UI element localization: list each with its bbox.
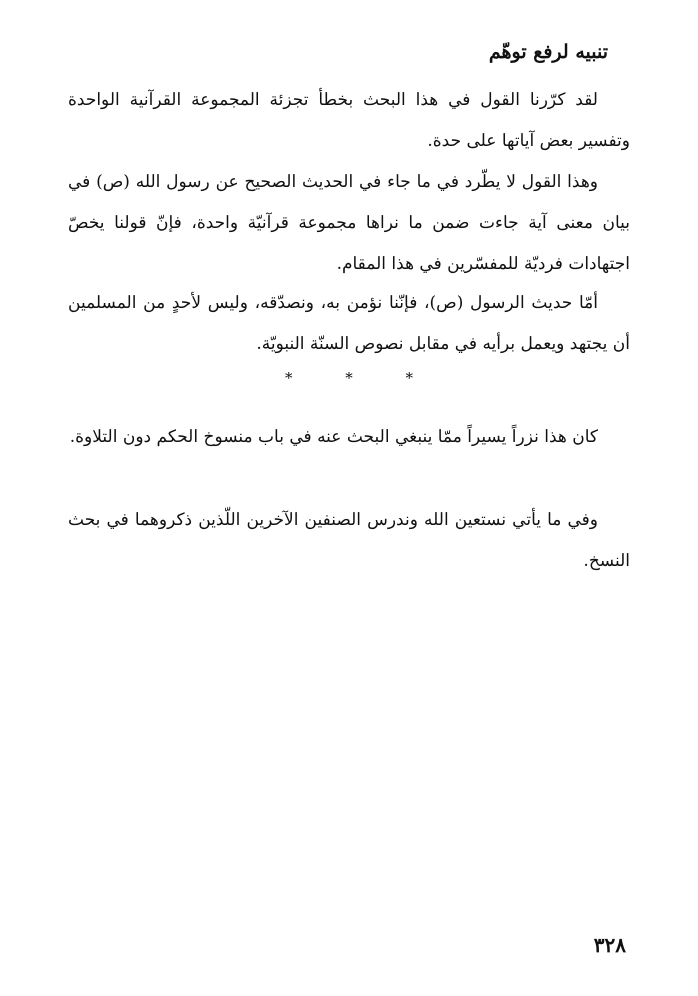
paragraph-3: أمّا حديث الرسول (ص)، فإنّنا نؤمن به، ونصدّقه، وليس لأحدٍ من المسلمين أن يجتهد ويعمل برأيه في مقابل نصوص السنّة النبويّة.	[68, 293, 630, 354]
section-heading: تنبيه لرفع توهّم	[488, 41, 608, 63]
separator-star: *	[345, 369, 353, 387]
paragraph-1: لقد كرّرنا القول في هذا البحث بخطأ تجزئة المجموعة القرآنية الواحدة وتفسير بعض آياتها على حدة.	[68, 90, 630, 151]
paragraph-5: وفي ما يأتي نستعين الله وندرس الصنفين الآخرين اللّذين ذكروهما في بحث النسخ.	[68, 510, 630, 571]
paragraph-2: وهذا القول لا يطّرد في ما جاء في الحديث الصحيح عن رسول الله (ص) في بيان معنى آية جاءت ضمن ما نراها مجموعة قرآنيّة واحدة، فإنّ قولنا يخصّ اجتهادات فرديّة للمفسّرين في هذا المقام.	[68, 172, 630, 274]
section-separator	[0, 366, 698, 390]
page-number: ٣٢٨	[593, 933, 626, 957]
paragraph-4: كان هذا نزراً يسيراً ممّا ينبغي البحث عنه في باب منسوخ الحكم دون التلاوة.	[69, 427, 598, 447]
separator-star: *	[284, 369, 293, 387]
separator-star: *	[405, 369, 414, 387]
